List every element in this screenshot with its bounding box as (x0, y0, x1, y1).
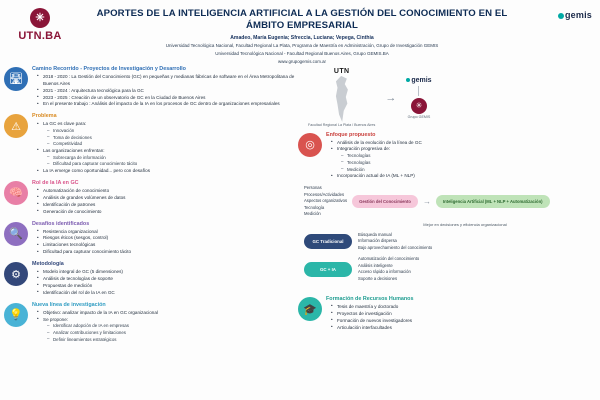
gemis-dot-icon (406, 78, 410, 82)
list-item: • Dificultad para capturar conocimiento tácito (39, 249, 296, 256)
km-dimensions-list (304, 185, 347, 218)
comparison-item: Bajo aprovechamiento del conocimiento (358, 244, 433, 250)
list-item: • Modelo integral de GC (5 dimensiones) (39, 269, 296, 276)
gemis-caption: Grupo GEMIS (407, 114, 431, 119)
gear-icon: ⚙ (4, 262, 28, 286)
block-desafios (4, 221, 296, 257)
list-item: • Articulación interfacultades (333, 325, 598, 332)
lightbulb-icon: 💡 (4, 303, 28, 327)
left-column (4, 66, 296, 348)
km-dimension: Aspectos organizativos (304, 198, 348, 203)
institution-diagram (298, 66, 598, 132)
list-item: • Riesgos éticos (sesgos, control) (39, 235, 296, 242)
badge-gc-tradicional: GC Tradicional (304, 234, 352, 249)
block-list (32, 269, 296, 297)
list-item: • Análisis de tecnologías de soporte (39, 276, 296, 283)
search-icon: 🔍 (4, 222, 28, 246)
list-item: • Análisis de grandes volúmenes de datos (39, 195, 296, 202)
comparison-list (358, 256, 419, 282)
block-metodologia (4, 261, 296, 297)
comparison-item: Análisis inteligente (358, 262, 393, 268)
comparison-item: Automatización del conocimiento (358, 256, 420, 261)
list-item: • Generación de conocimiento (39, 209, 296, 216)
list-item: • Las organizaciones enfrentan: – Sobrecarga de información – Dificultad para capturar conocimiento tácito (39, 148, 296, 168)
gemis-group (406, 77, 431, 119)
list-item: • Proyectos de investigación (333, 311, 598, 318)
km-center-pill: Gestión del Conocimiento (352, 195, 418, 208)
block-list (326, 304, 598, 332)
sub-item: – Tecnologías (343, 153, 598, 160)
road-icon: 🛣 (4, 67, 28, 91)
utn-mark-icon: ✳ (30, 8, 50, 28)
block-title: Rol de la IA en GC (32, 179, 79, 186)
block-list (32, 74, 296, 108)
page-title: APORTES DE LA INTELIGENCIA ARTIFICIAL A LA GESTIÓN DEL CONOCIMIENTO EN EL ÁMBITO EMPRESARIAL (96, 8, 508, 31)
list-item: • Limitaciones tecnológicas (39, 242, 296, 249)
block-rol-ia (4, 180, 296, 216)
sub-item: – Dificultad para capturar conocimiento tácito (49, 161, 296, 168)
authors: Amadeo, María Eugenia; Sfreccia, Luciana; Vepega, Cinthia (230, 34, 374, 41)
title-block (78, 6, 526, 64)
sub-item: – Competitividad (49, 141, 296, 148)
block-title: Camino Recorrido - Proyectos de Investigación y Desarrollo (32, 65, 186, 72)
km-ia-diagram (304, 185, 598, 218)
sub-item: – Identificar adopción de IA en empresas (49, 323, 296, 330)
list-item: • Análisis de la evolución de la línea de GC (333, 140, 598, 147)
block-problema (4, 113, 296, 175)
graduation-icon: 🎓 (298, 297, 322, 321)
sub-item: – Innovación (49, 128, 296, 135)
block-title: Problema (32, 113, 57, 120)
sub-item: – Sobrecarga de información (49, 155, 296, 162)
warning-icon: ⚠ (4, 114, 28, 138)
list-item: • En el presente trabajo : Análisis del impacto de la IA en los procesos de GC dentro de organizaciones empresariales (39, 101, 296, 108)
poster-body (0, 66, 600, 348)
block-title: Enfoque propuesto (326, 131, 376, 138)
list-item: • Objetivo: analizar impacto de la IA en GC organizacional (39, 310, 296, 317)
comparison-row (304, 232, 598, 252)
comparison-item: Búsqueda manual (358, 231, 392, 237)
km-dimension: Procesos/Actividades (304, 191, 345, 197)
sub-item: – Definir lineamientos estratégicos (49, 337, 296, 344)
sub-item: – Medición (343, 167, 598, 174)
sub-item: – Tecnologías (343, 160, 598, 167)
block-list (326, 140, 598, 181)
list-item: • Identificación de patrones (39, 202, 296, 209)
sub-item: – Analizar contribuciones y limitaciones (49, 330, 296, 337)
gemis-dot-icon (558, 13, 564, 19)
utn-map-group (308, 68, 375, 128)
contact-url: www.grupogemis.com.ar (277, 58, 327, 64)
utn-map-label: UTN (333, 67, 350, 75)
list-item: • Se propone: – Identificar adopción de IA en empresas – Analizar contribuciones y limitaciones – Definir lineamientos estratégicos (39, 317, 296, 344)
affiliation-2: Universidad Tecnológica Nacional - Facultad Regional Buenos Aires, Grupo GEMIS.BA (215, 51, 389, 57)
list-item: • Resistencia organizacional (39, 229, 296, 236)
utn-logo (8, 6, 72, 42)
arrow-right-icon: → (422, 196, 431, 206)
km-ia-pill: Inteligencia Artificial (ML + NLP + Automatización) (436, 195, 550, 208)
block-title: Formación de Recursos Humanos (326, 296, 414, 302)
list-item: • Tesis de maestría y doctorado (333, 304, 598, 311)
comparison-list (358, 232, 432, 252)
list-item: • 2018 - 2020 : La Gestión del Conocimiento (GC) en pequeñas y medianas fábricas de software en el Área Metropolitana de Buenos Aires (39, 74, 296, 88)
list-item: • Formación de nuevos investigadores (333, 318, 598, 325)
block-list (32, 310, 296, 344)
connector-line (418, 86, 419, 96)
comparison-diagram (304, 232, 598, 283)
comparison-item: Información dispersa (358, 238, 397, 243)
km-dimension: Personas (304, 185, 322, 190)
list-item: • 2023 - 2025 : Creación de un observatorio de GC en la Ciudad de Buenos Aires (39, 95, 296, 102)
block-enfoque (298, 132, 598, 180)
gemis-logo (532, 6, 592, 20)
utn-mark-icon-small: ✳ (411, 98, 427, 114)
map-caption: Facultad Regional La Plata / Buenos Aires (308, 122, 376, 127)
arrow-right-icon: → (385, 91, 397, 104)
comparison-row (304, 256, 598, 282)
gemis-logo-text: gemis (564, 10, 592, 20)
list-item: • 2021 - 2024 : Arquitectura tecnológica para la GC (39, 88, 296, 95)
badge-gc-ia: GC + IA (304, 262, 352, 277)
right-column (298, 66, 598, 348)
list-item: • Incorporación actual de IA (ML + NLP) (333, 173, 598, 180)
utn-logo-text: UTN.BA (18, 30, 62, 42)
block-list (32, 121, 296, 175)
argentina-map-icon (329, 76, 355, 122)
list-item: • La IA emerge como oportunidad... pero con desafíos (39, 168, 296, 175)
block-list (32, 229, 296, 257)
block-nueva-linea (4, 302, 296, 344)
list-item: • Integración progresiva de: – Tecnologías – Tecnologías – Medición (333, 146, 598, 173)
km-note: Mejor en decisiones y eficiencia organizacional (423, 221, 507, 227)
list-item: • La GC es clave para: – Innovación – Toma de decisiones – Competitividad (39, 121, 296, 148)
block-list (32, 188, 296, 216)
km-dimension: Tecnología (304, 204, 325, 210)
poster-header (0, 0, 600, 66)
block-camino-recorrido (4, 66, 296, 108)
km-dimension: Medición (304, 211, 321, 216)
block-title: Nueva línea de investigación (32, 301, 106, 308)
block-title: Desafíos identificados (32, 220, 90, 227)
sub-item: – Toma de decisiones (49, 135, 296, 142)
list-item: • Automatización de conocimiento (39, 188, 296, 195)
block-title: Metodología (32, 261, 64, 268)
block-formacion-rh (298, 296, 598, 332)
gemis-logo-small: gemis (406, 77, 431, 84)
comparison-item: Acceso rápido a información (358, 269, 411, 274)
list-item: • Propuestas de medición (39, 283, 296, 290)
comparison-item: Soporte a decisiones (358, 275, 398, 281)
affiliation-1: Universidad Tecnológica Nacional, Facultad Regional La Plata, Programa de Maestría en Administración, Grupo de Investigación GEMIS (165, 43, 439, 49)
list-item: • Identificación del rol de la IA en GC (39, 290, 296, 297)
target-icon: ◎ (298, 133, 322, 157)
ai-icon: 🧠 (4, 181, 28, 205)
